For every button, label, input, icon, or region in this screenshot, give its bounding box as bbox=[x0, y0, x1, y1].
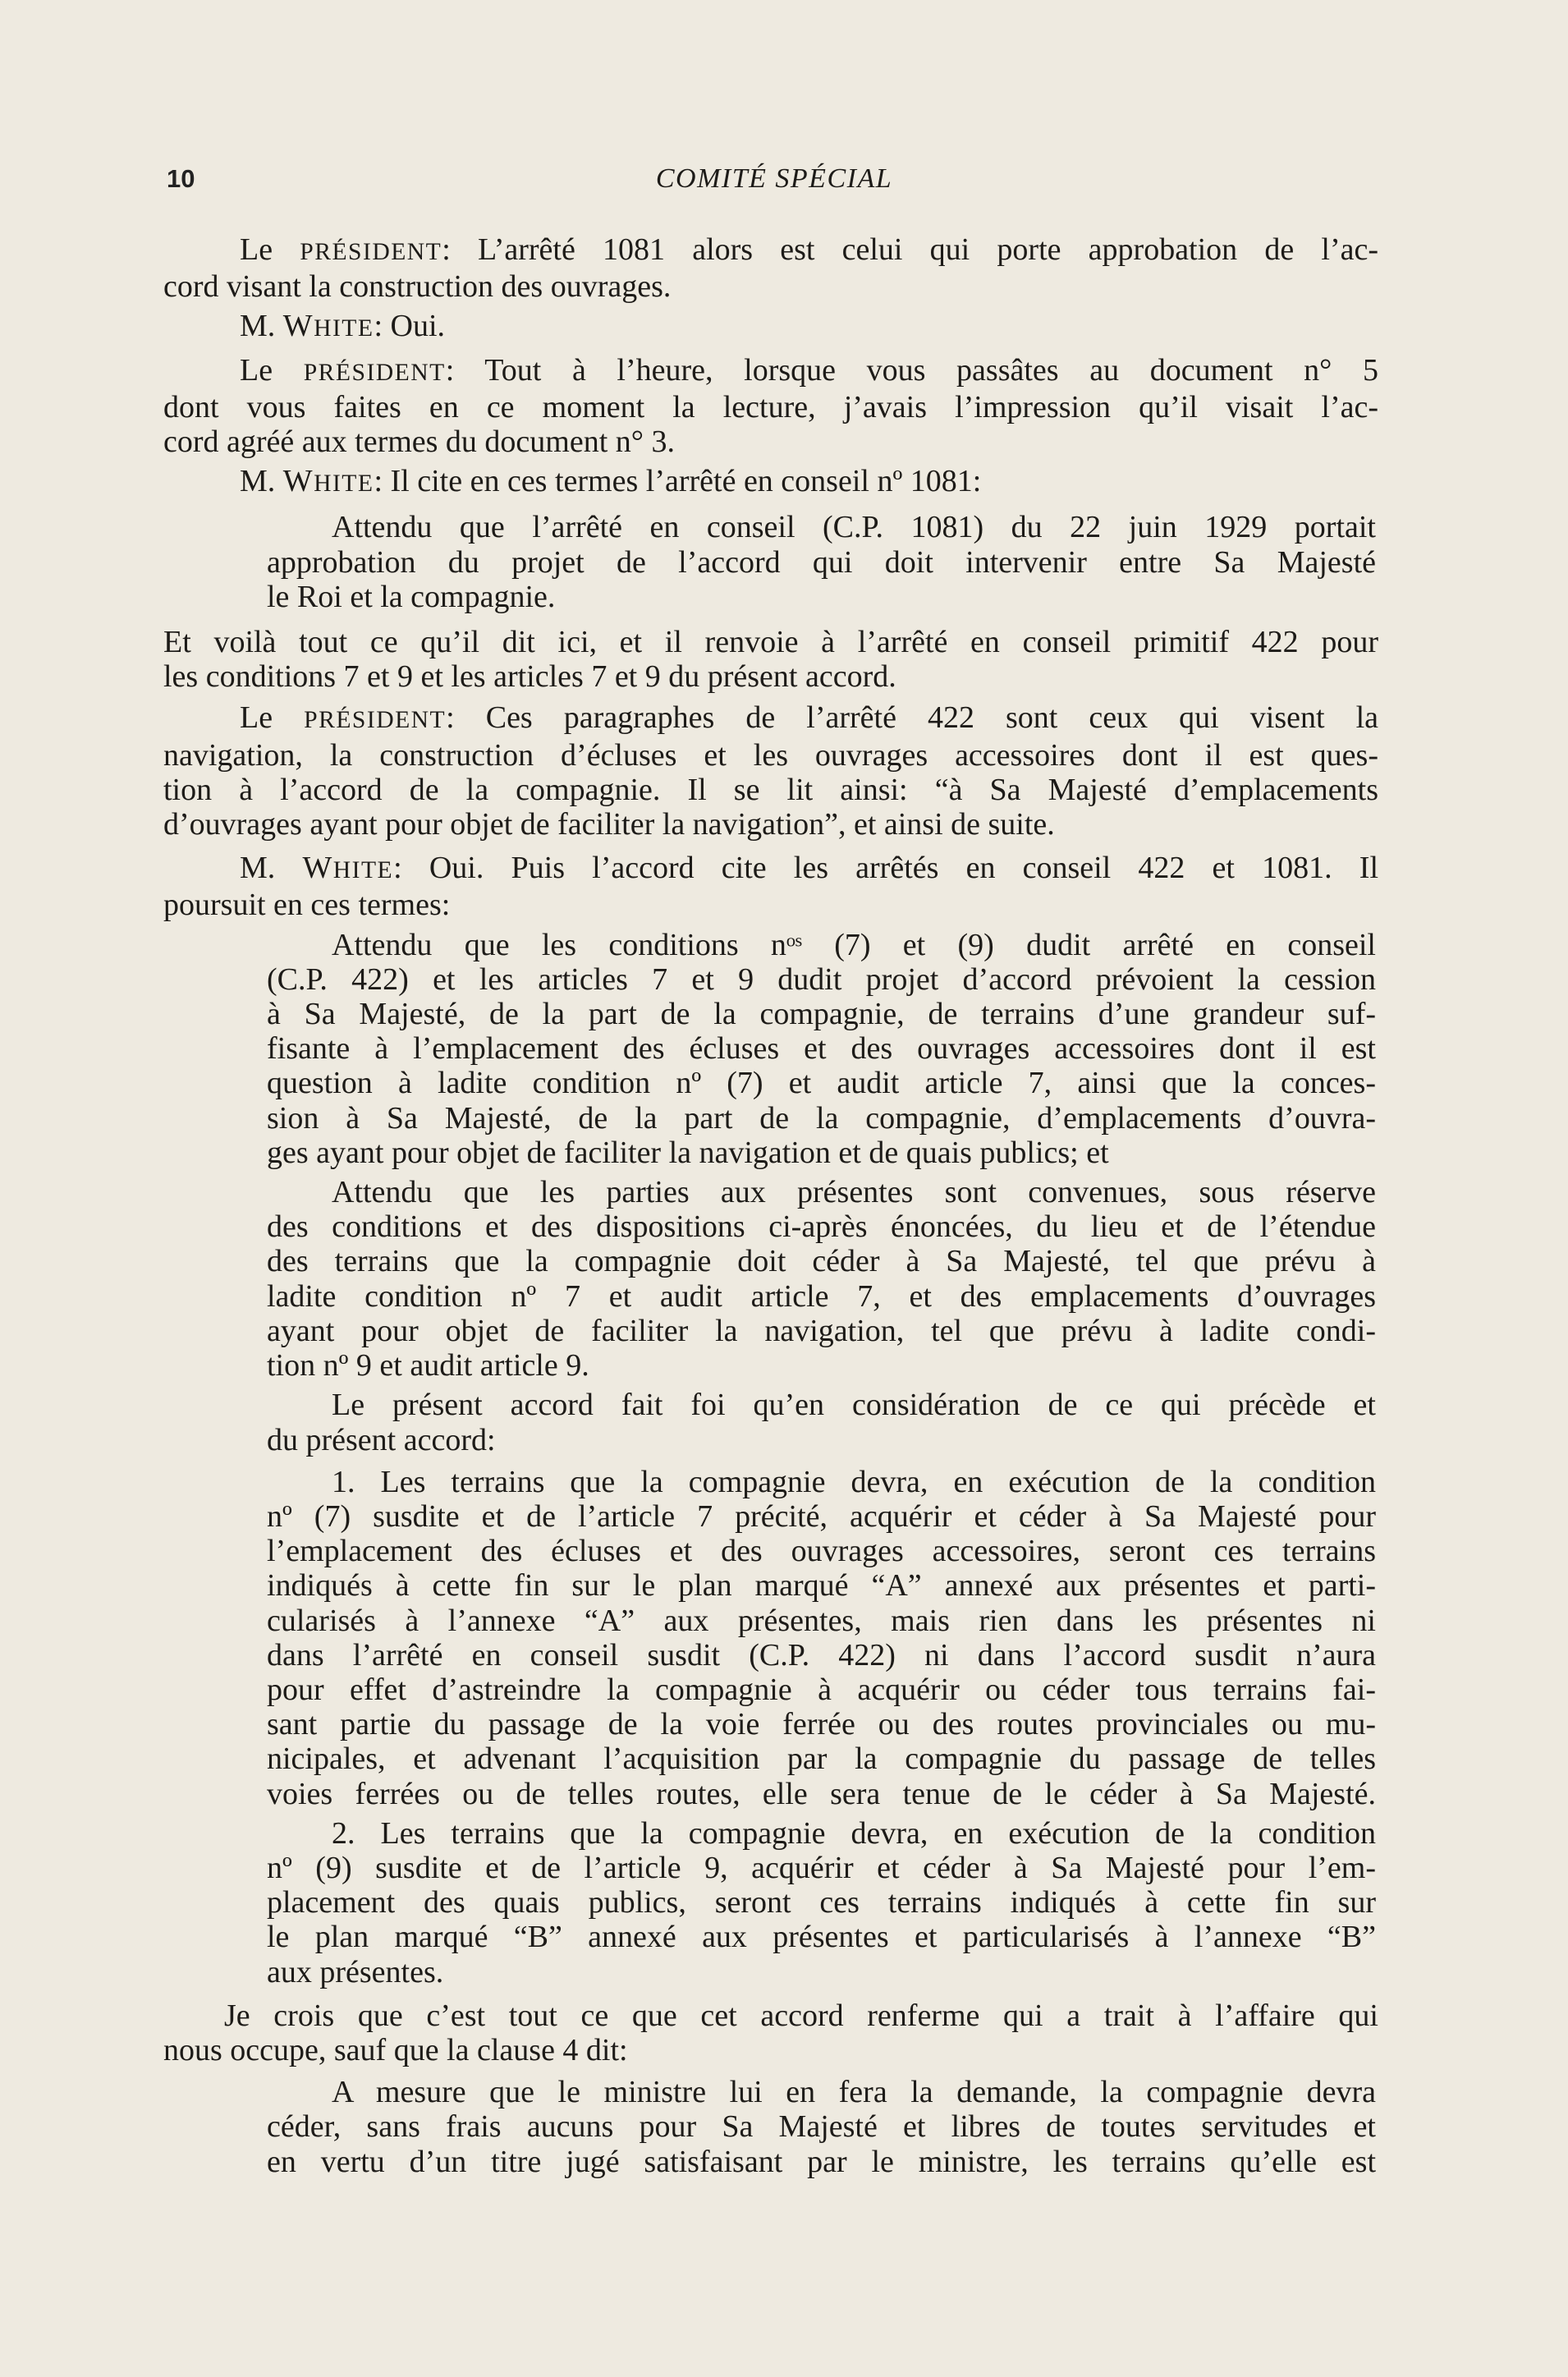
speech-paragraph bbox=[163, 700, 1378, 842]
text-line: voies ferrées ou de telles routes, elle sera tenue de le céder à Sa Majesté. bbox=[267, 1776, 1376, 1811]
line-text: : Oui. bbox=[374, 309, 446, 344]
speaker-name: PRÉSIDENT bbox=[304, 707, 447, 734]
text-line: poursuit en ces termes: bbox=[163, 888, 451, 923]
text-line: question à ladite condition nº (7) et audit article 7, ainsi que la conces- bbox=[267, 1066, 1376, 1101]
speaker-title: M. bbox=[240, 464, 276, 499]
text-line bbox=[163, 232, 1378, 269]
line-text: : Oui. Puis l’accord cite les arrêtés en conseil 422 et 1081. Il bbox=[393, 851, 1379, 886]
speech-paragraph bbox=[163, 353, 1378, 460]
text-line: le plan marqué “B” annexé aux présentes et particularisés à l’annexe “B” bbox=[267, 1920, 1376, 1955]
speaker-title: Le bbox=[240, 352, 273, 388]
text-line: navigation, la construction d’écluses et les ouvrages accessoires dont il est ques- bbox=[163, 737, 1378, 773]
text-line: dans l’arrêté en conseil susdit (C.P. 422) ni dans l’accord susdit n’aura bbox=[267, 1637, 1376, 1673]
text-line: sant partie du passage de la voie ferrée ou des routes provinciales ou mu- bbox=[267, 1707, 1376, 1742]
quote-block bbox=[267, 1388, 1376, 1457]
text-line: aux présentes. bbox=[267, 1954, 444, 1989]
speaker-title: M. bbox=[240, 851, 276, 886]
speech-paragraph bbox=[163, 464, 1378, 501]
quote-clause bbox=[267, 1465, 1376, 1811]
text-line: Attendu que les parties aux présentes sont convenues, sous réserve bbox=[332, 1175, 1376, 1210]
text-line: Et voilà tout ce qu’il dit ici, et il renvoie à l’arrêté en conseil primitif 422 pour bbox=[163, 625, 1378, 660]
speaker-name: WHITE bbox=[282, 309, 374, 344]
text-line: 1. Les terrains que la compagnie devra, en exécution de la condition bbox=[332, 1464, 1376, 1499]
text-line: 2. Les terrains que la compagnie devra, en exécution de la condition bbox=[332, 1815, 1376, 1851]
text-line: céder, sans frais aucuns pour Sa Majesté et libres de toutes servitudes et bbox=[267, 2109, 1376, 2145]
text-line: cord visant la construction des ouvrages. bbox=[163, 269, 672, 305]
text-line: pour effet d’astreindre la compagnie à acquérir ou céder tous terrains fai- bbox=[267, 1672, 1376, 1707]
text-line: d’ouvrages ayant pour objet de faciliter la navigation”, et ainsi de suite. bbox=[163, 807, 1055, 842]
line-text: : Il cite en ces termes l’arrêté en conseil nº 1081: bbox=[374, 464, 982, 499]
text-line: nº (9) susdite et de l’article 9, acquérir et céder à Sa Majesté pour l’em- bbox=[267, 1850, 1376, 1885]
text-line bbox=[163, 464, 1378, 501]
text-line: approbation du projet de l’accord qui doit intervenir entre Sa Majesté bbox=[267, 544, 1376, 580]
text-line: tion à l’accord de la compagnie. Il se lit ainsi: “à Sa Majesté d’emplacements bbox=[163, 772, 1378, 807]
text-line bbox=[163, 700, 1378, 737]
quote-block bbox=[267, 2075, 1376, 2179]
text-line bbox=[163, 309, 1378, 346]
text-line: à Sa Majesté, de la part de la compagnie, de terrains d’une grandeur suf- bbox=[267, 997, 1376, 1032]
text-line: les conditions 7 et 9 et les articles 7 et 9 du présent accord. bbox=[163, 659, 896, 695]
speech-paragraph bbox=[163, 309, 1378, 346]
text-line bbox=[163, 851, 1378, 888]
text-line: nicipales, et advenant l’acquisition par la compagnie du passage de telles bbox=[267, 1741, 1376, 1777]
text-line: fisante à l’emplacement des écluses et des ouvrages accessoires dont il est bbox=[267, 1031, 1376, 1067]
quote-clause bbox=[267, 1816, 1376, 1989]
line-text: : L’arrêté 1081 alors est celui qui porte approbation de l’ac- bbox=[442, 232, 1378, 267]
text-line: Je crois que c’est tout ce que cet accord renferme qui a trait à l’affaire qui bbox=[224, 1998, 1378, 2033]
line-text: : Tout à l’heure, lorsque vous passâtes au document n° 5 bbox=[445, 352, 1378, 388]
text-line: cord agréé aux termes du document n° 3. bbox=[163, 424, 675, 460]
text-line: nº (7) susdite et de l’article 7 précité, acquérir et céder à Sa Majesté pour bbox=[267, 1498, 1376, 1534]
text-line: des terrains que la compagnie doit céder à Sa Majesté, tel que prévu à bbox=[267, 1244, 1376, 1279]
speaker-title: Le bbox=[240, 232, 273, 267]
speaker-title: M. bbox=[240, 309, 276, 344]
text-line: A mesure que le ministre lui en fera la demande, la compagnie devra bbox=[332, 2075, 1376, 2110]
quote-block bbox=[267, 510, 1376, 614]
text-line: Attendu que l’arrêté en conseil (C.P. 1081) du 22 juin 1929 portait bbox=[332, 510, 1376, 545]
page-number: 10 bbox=[167, 164, 195, 193]
text-line: placement des quais publics, seront ces terrains indiqués à cette fin sur bbox=[267, 1885, 1376, 1920]
paragraph bbox=[163, 1998, 1378, 2067]
speaker-name: WHITE bbox=[302, 851, 394, 886]
text-line: ladite condition nº 7 et audit article 7, et des emplacements d’ouvrages bbox=[267, 1278, 1376, 1314]
text-line: indiqués à cette fin sur le plan marqué “A” annexé aux présentes et parti- bbox=[267, 1568, 1376, 1604]
text-line: des conditions et des dispositions ci-après énoncées, du lieu et de l’étendue bbox=[267, 1209, 1376, 1245]
text-line: Le présent accord fait foi qu’en considération de ce qui précède et bbox=[332, 1388, 1376, 1423]
quote-block bbox=[267, 928, 1376, 1170]
text-line: dont vous faites en ce moment la lecture, j’avais l’impression qu’il visait l’ac- bbox=[163, 389, 1378, 424]
text-line: Attendu que les conditions nᵒˢ (7) et (9) dudit arrêté en conseil bbox=[332, 927, 1376, 962]
paragraph bbox=[163, 625, 1378, 694]
text-line: du présent accord: bbox=[267, 1422, 496, 1457]
speaker-name: WHITE bbox=[282, 464, 374, 499]
text-line bbox=[163, 353, 1378, 390]
text-line: (C.P. 422) et les articles 7 et 9 dudit projet d’accord prévoient la cession bbox=[267, 961, 1376, 997]
text-line: ayant pour objet de faciliter la navigation, tel que prévu à ladite condi- bbox=[267, 1313, 1376, 1348]
speaker-name: PRÉSIDENT bbox=[303, 359, 446, 386]
page-body bbox=[163, 232, 1378, 2179]
line-text: : Ces paragraphes de l’arrêté 422 sont ceux qui visent la bbox=[446, 700, 1378, 736]
text-line: ges ayant pour objet de faciliter la navigation et de quais publics; et bbox=[267, 1135, 1109, 1170]
text-line: sion à Sa Majesté, de la part de la compagnie, d’emplacements d’ouvra- bbox=[267, 1100, 1376, 1136]
quote-block bbox=[267, 1175, 1376, 1383]
text-line: en vertu d’un titre jugé satisfaisant par le ministre, les terrains qu’elle est bbox=[267, 2144, 1376, 2179]
text-line: l’emplacement des écluses et des ouvrages accessoires, seront ces terrains bbox=[267, 1534, 1376, 1569]
text-line: cularisés à l’annexe “A” aux présentes, mais rien dans les présentes ni bbox=[267, 1603, 1376, 1638]
text-line: nous occupe, sauf que la clause 4 dit: bbox=[163, 2032, 628, 2067]
running-title: COMITÉ SPÉCIAL bbox=[655, 163, 893, 194]
speaker-name: PRÉSIDENT bbox=[300, 239, 442, 265]
text-line: le Roi et la compagnie. bbox=[267, 579, 556, 614]
speech-paragraph bbox=[163, 232, 1378, 304]
speech-paragraph bbox=[163, 851, 1378, 922]
speaker-title: Le bbox=[240, 700, 273, 736]
text-line: tion nº 9 et audit article 9. bbox=[267, 1348, 589, 1384]
